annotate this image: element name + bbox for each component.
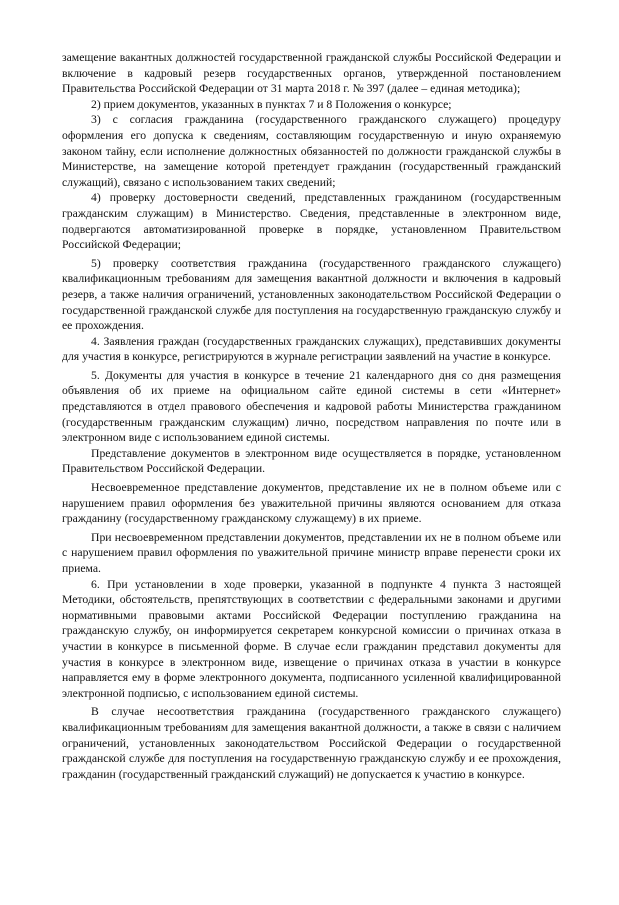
- paragraph-nonconformity: В случае несоответствия гражданина (государственного гражданского служащего) квалификационным требованиям для замещения вакантной должности, а также в связи с наличием ограничений, установленных законодательством Российской Федерации о государственной гражданской службе для поступления на государственную гражданскую службу и ее прохождения, гражданин (государственный гражданский служащий) не допускается к участию в конкурсе.: [62, 705, 561, 781]
- paragraph-section-4: 4. Заявления граждан (государственных гражданских служащих), представивших документы для участия в конкурсе, регистрируются в журнале регистрации заявлений на участие в конкурсе.: [62, 334, 561, 364]
- paragraph-section-5: 5. Документы для участия в конкурсе в течение 21 календарного дня со дня размещения объявления об их приеме на официальном сайте единой системы в сети «Интернет» представляются в отдел правового обеспечения и кадровой работы Министерства гражданином (государственным гражданским служащим) лично, посредством направления по почте или в электронном виде с использованием единой системы.: [62, 368, 561, 445]
- paragraph-electronic-submission: Представление документов в электронном виде осуществляется в порядке, установленном Правительством Российской Федерации.: [62, 446, 561, 476]
- paragraph-untimely-refusal: Несвоевременное представление документов, представление их не в полном объеме или с нарушением правил оформления без уважительной причины являются основанием для отказа гражданину (государственному гражданскому служащему) в их приеме.: [62, 481, 561, 526]
- paragraph-item-2: 2) прием документов, указанных в пунктах 7 и 8 Положения о конкурсе;: [91, 97, 452, 111]
- paragraph-section-6: 6. При установлении в ходе проверки, указанной в подпункте 4 пункта 3 настоящей Методики, обстоятельств, препятствующих в соответствии с федеральными законами и другими нормативными правовыми актами Российской Федерации поступлению гражданина на гражданскую службу, он информируется секретарем конкурсной комиссии о причинах отказа в участии в конкурсе в письменной форме. В случае если гражданин представил документы для участия в конкурсе в электронном виде, извещение о причинах отказа в участии в конкурсе направляется ему в форме электронного документа, подписанного усиленной квалифицированной электронной подписью, с использованием единой системы.: [62, 577, 561, 700]
- paragraph-item-3: 3) с согласия гражданина (государственного гражданского служащего) процедуру оформления его допуска к сведениям, составляющим государственную и иную охраняемую законом тайну, если исполнение должностных обязанностей по должности гражданской службы в Министерстве, на замещение которой претендует гражданин (государственный гражданский служащий), связано с использованием таких сведений;: [62, 113, 561, 189]
- paragraph-item-5: 5) проверку соответствия гражданина (государственного гражданского служащего) квалификационным требованиям для замещения вакантной должности и включения в кадровый резерв, а также наличия ограничений, установленных законодательством Российской Федерации о государственной гражданской службе для поступления на государственную гражданскую службу и ее прохождения.: [62, 256, 561, 333]
- paragraph-methodology-ref: замещение вакантных должностей государственной гражданской службы Российской Федерации и включение в кадровый резерв государственных органов, утвержденной постановлением Правительства Российской Федерации от 31 марта 2018 г. № 397 (далее – единая методика);: [62, 51, 561, 96]
- paragraph-item-4: 4) проверку достоверности сведений, представленных гражданином (государственным гражданским служащим) в Министерство. Сведения, представленные в электронном виде, подвергаются автоматизированной проверке в порядке, установленном Правительством Российской Федерации;: [62, 191, 561, 252]
- paragraph-untimely-valid-reason: При несвоевременном представлении документов, представлении их не в полном объеме или с нарушением правил оформления по уважительной причине министр вправе перенести сроки их приема.: [62, 530, 561, 575]
